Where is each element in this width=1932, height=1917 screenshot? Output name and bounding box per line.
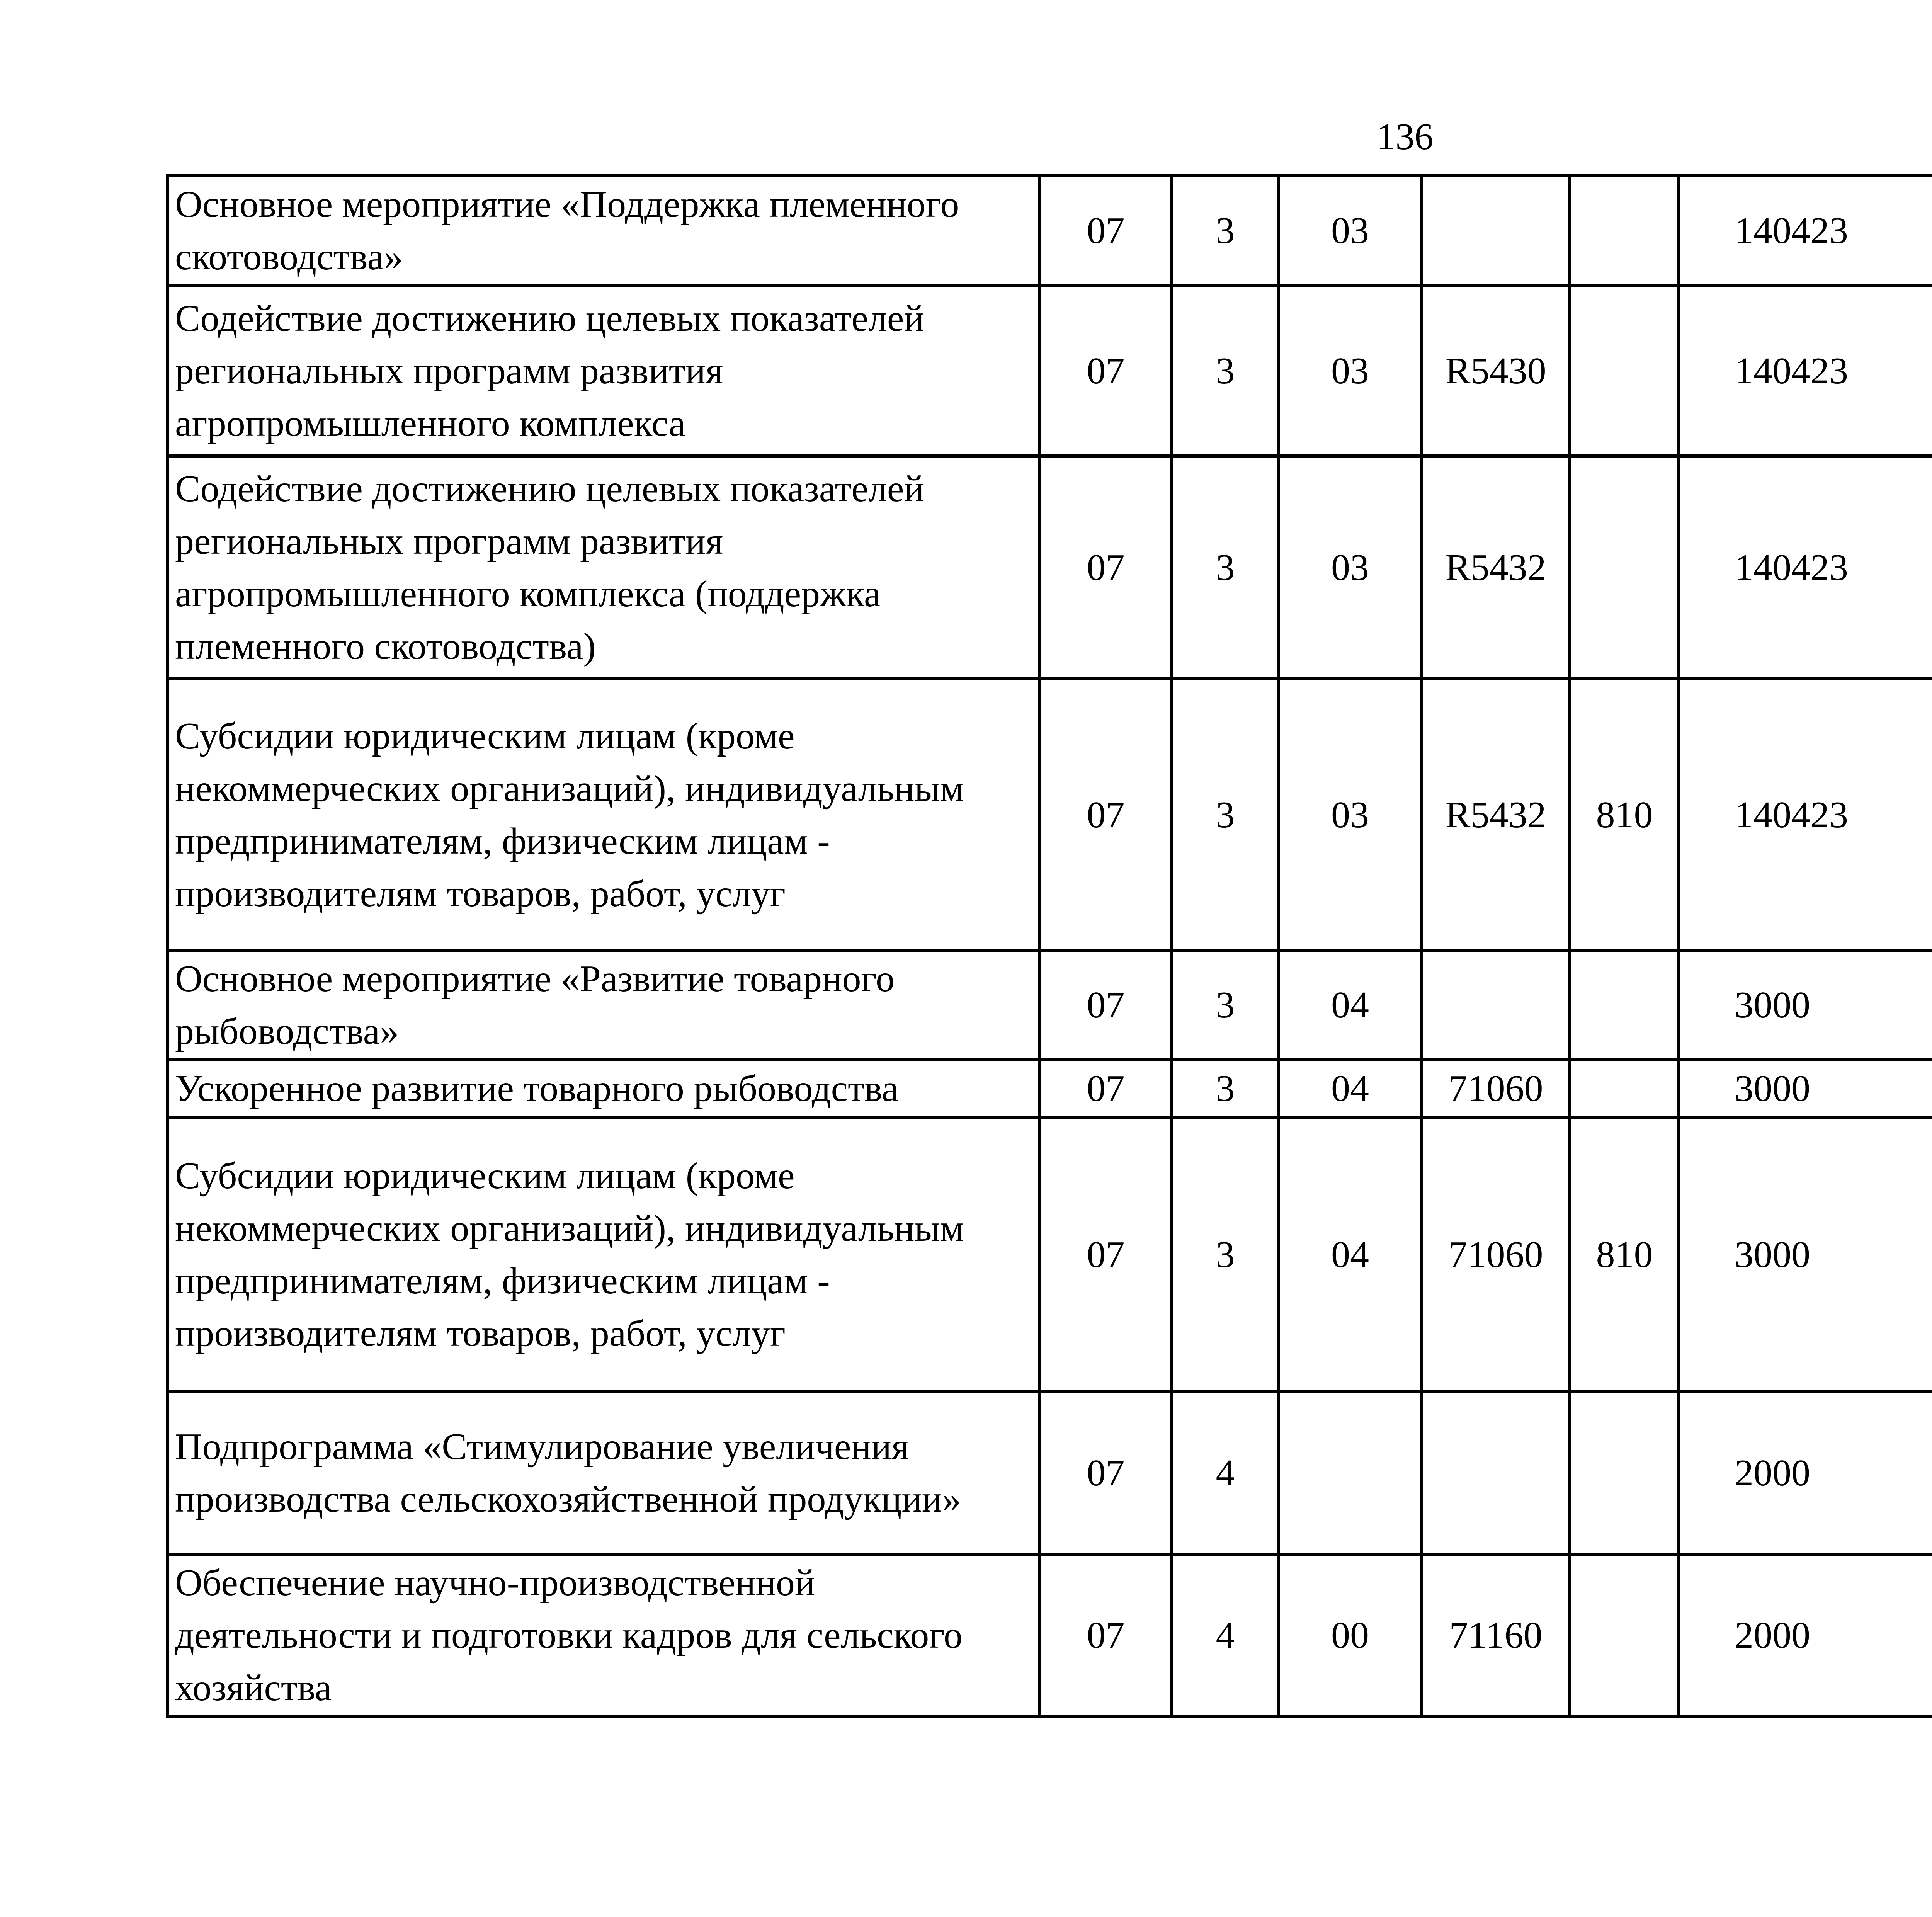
table-row — [167, 951, 1932, 1060]
section-code: 07 — [1039, 1118, 1172, 1392]
activity-code: 04 — [1279, 1118, 1422, 1392]
subprogram-code: 4 — [1172, 1392, 1279, 1554]
section-code: 07 — [1039, 286, 1172, 456]
subprogram-code: 3 — [1172, 286, 1279, 456]
section-code: 07 — [1039, 951, 1172, 1060]
table-row — [167, 1392, 1932, 1554]
subprogram-code: 3 — [1172, 951, 1279, 1060]
expense-type-code — [1570, 456, 1679, 679]
expense-type-code — [1570, 1554, 1679, 1716]
budget-table — [166, 174, 1932, 1718]
table-row — [167, 456, 1932, 679]
activity-code: 04 — [1279, 951, 1422, 1060]
amount-year-1: 2000 — [1679, 1392, 1932, 1554]
section-code: 07 — [1039, 456, 1172, 679]
direction-code — [1422, 1392, 1570, 1554]
row-name: Субсидии юридическим лицам (кроме некоммерческих организаций), индивидуальным предпринимателям, физическим лицам - производителям товаров, работ, услуг — [167, 679, 1039, 951]
section-code: 07 — [1039, 1554, 1172, 1716]
table-row — [167, 286, 1932, 456]
direction-code — [1422, 175, 1570, 286]
activity-code: 03 — [1279, 679, 1422, 951]
amount-year-1: 140423 — [1679, 175, 1932, 286]
subprogram-code: 4 — [1172, 1554, 1279, 1716]
expense-type-code — [1570, 175, 1679, 286]
amount-year-1: 140423 — [1679, 679, 1932, 951]
activity-code: 03 — [1279, 456, 1422, 679]
row-name: Ускоренное развитие товарного рыбоводства — [167, 1060, 1039, 1118]
amount-year-1: 3000 — [1679, 1060, 1932, 1118]
table-row — [167, 679, 1932, 951]
expense-type-code — [1570, 286, 1679, 456]
expense-type-code — [1570, 1392, 1679, 1554]
amount-year-1: 3000 — [1679, 951, 1932, 1060]
subprogram-code: 3 — [1172, 679, 1279, 951]
row-name: Обеспечение научно-производственной деятельности и подготовки кадров для сельского хозяйства — [167, 1554, 1039, 1716]
row-name: Содействие достижению целевых показателей региональных программ развития агропромышленного комплекса (поддержка племенного скотоводства) — [167, 456, 1039, 679]
activity-code: 03 — [1279, 175, 1422, 286]
section-code: 07 — [1039, 1060, 1172, 1118]
table-row — [167, 1118, 1932, 1392]
row-name: Субсидии юридическим лицам (кроме некоммерческих организаций), индивидуальным предпринимателям, физическим лицам - производителям товаров, работ, услуг — [167, 1118, 1039, 1392]
direction-code: 71060 — [1422, 1118, 1570, 1392]
subprogram-code: 3 — [1172, 456, 1279, 679]
expense-type-code — [1570, 1060, 1679, 1118]
row-name: Основное мероприятие «Поддержка племенного скотоводства» — [167, 175, 1039, 286]
table-row — [167, 1060, 1932, 1118]
subprogram-code: 3 — [1172, 175, 1279, 286]
activity-code — [1279, 1392, 1422, 1554]
section-code: 07 — [1039, 175, 1172, 286]
expense-type-code: 810 — [1570, 679, 1679, 951]
expense-type-code — [1570, 951, 1679, 1060]
row-name: Подпрограмма «Стимулирование увеличения производства сельскохозяйственной продукции» — [167, 1392, 1039, 1554]
amount-year-1: 140423 — [1679, 286, 1932, 456]
activity-code: 00 — [1279, 1554, 1422, 1716]
activity-code: 03 — [1279, 286, 1422, 456]
page-number: 136 — [1376, 116, 1434, 158]
row-name: Содействие достижению целевых показателей региональных программ развития агропромышленного комплекса — [167, 286, 1039, 456]
activity-code: 04 — [1279, 1060, 1422, 1118]
table-row — [167, 1554, 1932, 1716]
amount-year-1: 2000 — [1679, 1554, 1932, 1716]
row-name: Основное мероприятие «Развитие товарного рыбоводства» — [167, 951, 1039, 1060]
amount-year-1: 140423 — [1679, 456, 1932, 679]
amount-year-1: 3000 — [1679, 1118, 1932, 1392]
section-code: 07 — [1039, 1392, 1172, 1554]
expense-type-code: 810 — [1570, 1118, 1679, 1392]
direction-code: R5432 — [1422, 679, 1570, 951]
direction-code: 71160 — [1422, 1554, 1570, 1716]
section-code: 07 — [1039, 679, 1172, 951]
direction-code: R5432 — [1422, 456, 1570, 679]
subprogram-code: 3 — [1172, 1060, 1279, 1118]
direction-code — [1422, 951, 1570, 1060]
direction-code: 71060 — [1422, 1060, 1570, 1118]
subprogram-code: 3 — [1172, 1118, 1279, 1392]
direction-code: R5430 — [1422, 286, 1570, 456]
table-row — [167, 175, 1932, 286]
